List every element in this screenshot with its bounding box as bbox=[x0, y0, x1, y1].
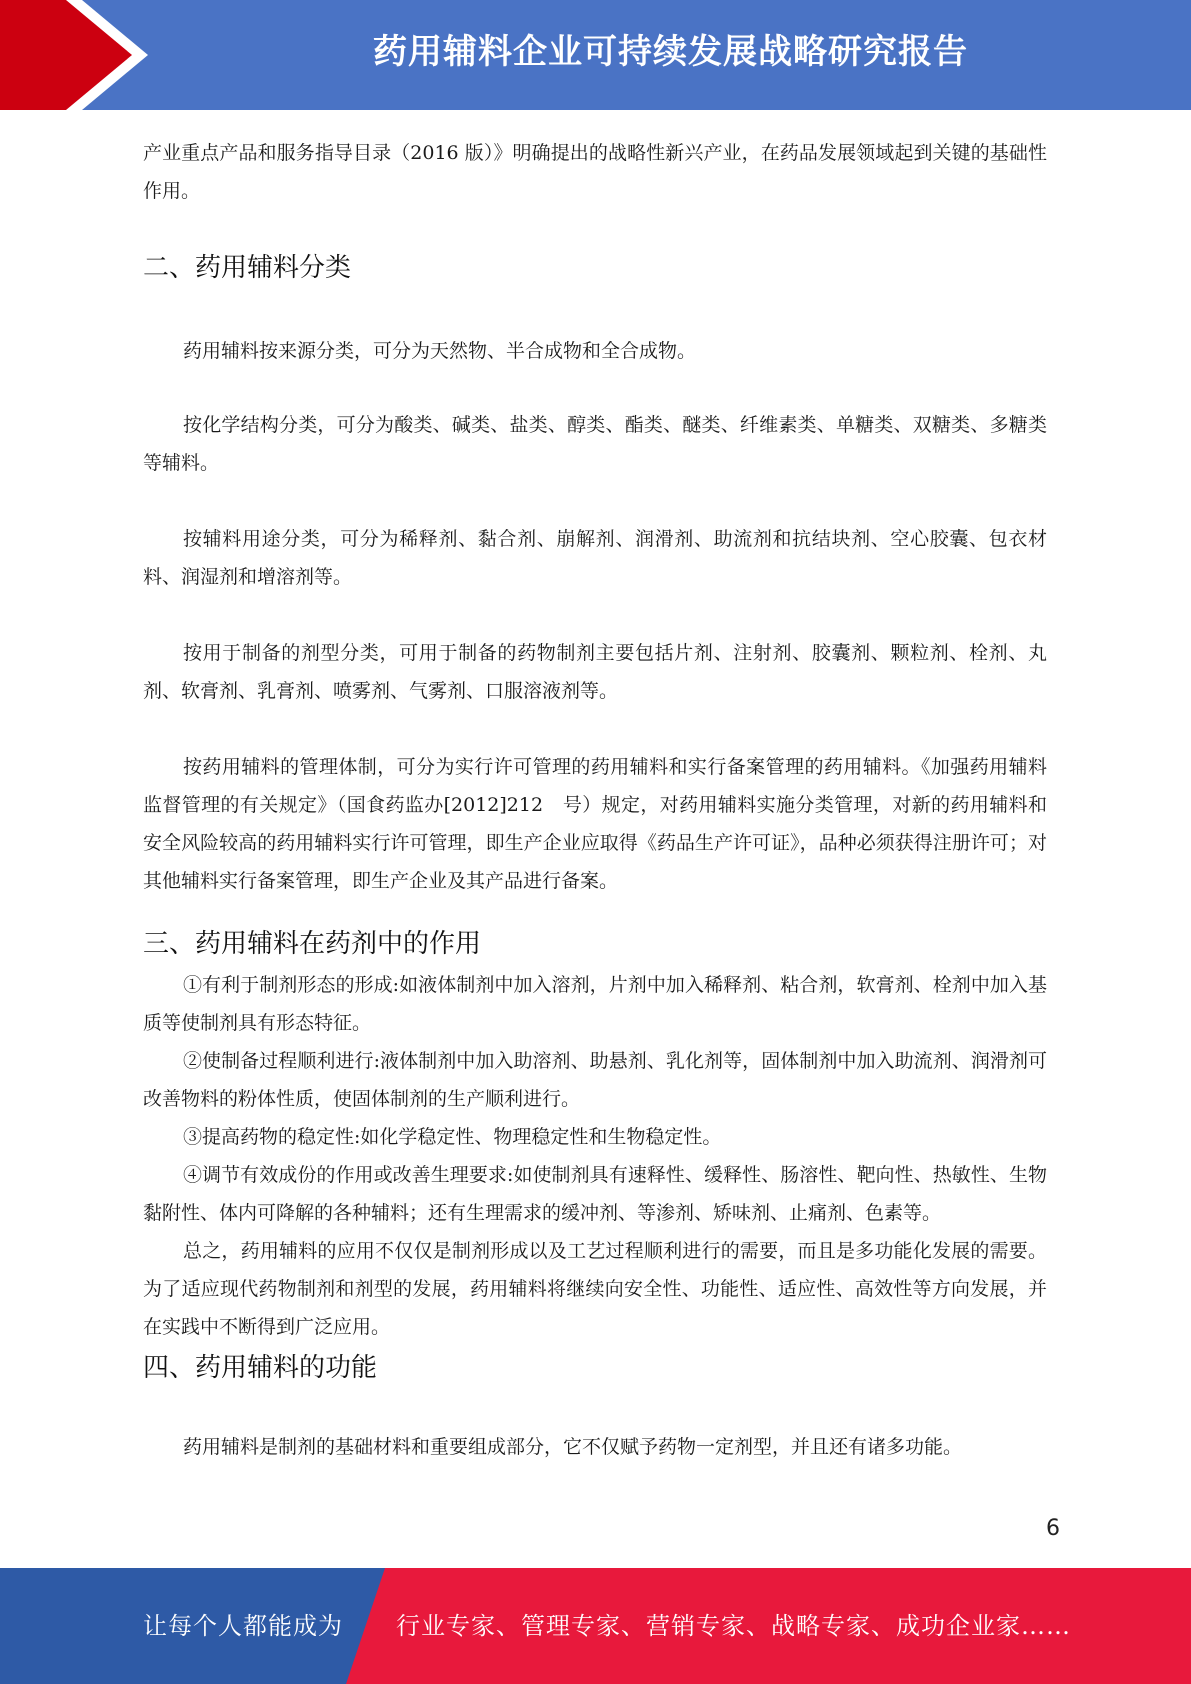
paragraph-by-chemical-structure: 按化学结构分类，可分为酸类、碱类、盐类、醇类、酯类、醚类、纤维素类、单糖类、双糖类、多糖类等辅料。 bbox=[143, 414, 1047, 474]
section-heading-role: 三、药用辅料在药剂中的作用 bbox=[143, 929, 482, 959]
paragraph-summary: 总之，药用辅料的应用不仅仅是制剂形成以及工艺过程顺利进行的需要，而且是多功能化发展的需要。为了适应现代药物制剂和剂型的发展，药用辅料将继续向安全性、功能性、适应性、高效性等方向发展，并在实践中不断得到广泛应用。 bbox=[143, 1240, 1047, 1338]
paragraph-continued: 产业重点产品和服务指导目录（2016 版）》明确提出的战略性新兴产业，在药品发展领域起到关键的基础性作用。 bbox=[143, 142, 1047, 202]
paragraph-function: 药用辅料是制剂的基础材料和重要组成部分，它不仅赋予药物一定剂型，并且还有诸多功能。 bbox=[183, 1436, 963, 1458]
section-heading-classification: 二、药用辅料分类 bbox=[143, 253, 352, 283]
page-body bbox=[143, 134, 1047, 1466]
paragraph-role-3: ③提高药物的稳定性:如化学稳定性、物理稳定性和生物稳定性。 bbox=[183, 1126, 722, 1148]
paragraph-by-dosage-form: 按用于制备的剂型分类，可用于制备的药物制剂主要包括片剂、注射剂、胶囊剂、颗粒剂、栓剂、丸剂、软膏剂、乳膏剂、喷雾剂、气雾剂、口服溶液剂等。 bbox=[143, 642, 1047, 702]
paragraph-by-use: 按辅料用途分类，可分为稀释剂、黏合剂、崩解剂、润滑剂、助流剂和抗结块剂、空心胶囊、包衣材料、润湿剂和增溶剂等。 bbox=[143, 528, 1047, 588]
footer-slogan-left: 让每个人都能成为 bbox=[143, 1612, 343, 1640]
paragraph-role-1: ①有利于制剂形态的形成:如液体制剂中加入溶剂，片剂中加入稀释剂、粘合剂，软膏剂、栓剂中加入基质等使制剂具有形态特征。 bbox=[143, 974, 1047, 1034]
paragraph-by-management: 按药用辅料的管理体制，可分为实行许可管理的药用辅料和实行备案管理的药用辅料。《加强药用辅料监督管理的有关规定》（国食药监办[2012]212 号）规定，对药用辅料实施分类管理，对新的药用辅料和安全风险较高的药用辅料实行许可管理，即生产企业应取得《药品生产许可证》，品种必须获得注册许可；对其他辅料实行备案管理，即生产企业及其产品进行备案。 bbox=[143, 756, 1047, 892]
page-header-band bbox=[0, 0, 1191, 110]
footer-slogan-right: 行业专家、管理专家、营销专家、战略专家、成功企业家…… bbox=[396, 1612, 1071, 1640]
page-number: 6 bbox=[1046, 1516, 1060, 1541]
paragraph-role-4: ④调节有效成份的作用或改善生理要求:如使制剂具有速释性、缓释性、肠溶性、靶向性、热敏性、生物黏附性、体内可降解的各种辅料；还有生理需求的缓冲剂、等渗剂、矫味剂、止痛剂、色素等。 bbox=[143, 1164, 1047, 1224]
paragraph-role-2: ②使制备过程顺利进行:液体制剂中加入助溶剂、助悬剂、乳化剂等，固体制剂中加入助流剂、润滑剂可改善物料的粉体性质，使固体制剂的生产顺利进行。 bbox=[143, 1050, 1047, 1110]
page-footer-band bbox=[0, 1568, 1191, 1684]
section-heading-function: 四、药用辅料的功能 bbox=[143, 1353, 378, 1383]
paragraph-by-source: 药用辅料按来源分类，可分为天然物、半合成物和全合成物。 bbox=[183, 340, 697, 362]
report-title: 药用辅料企业可持续发展战略研究报告 bbox=[373, 32, 968, 72]
